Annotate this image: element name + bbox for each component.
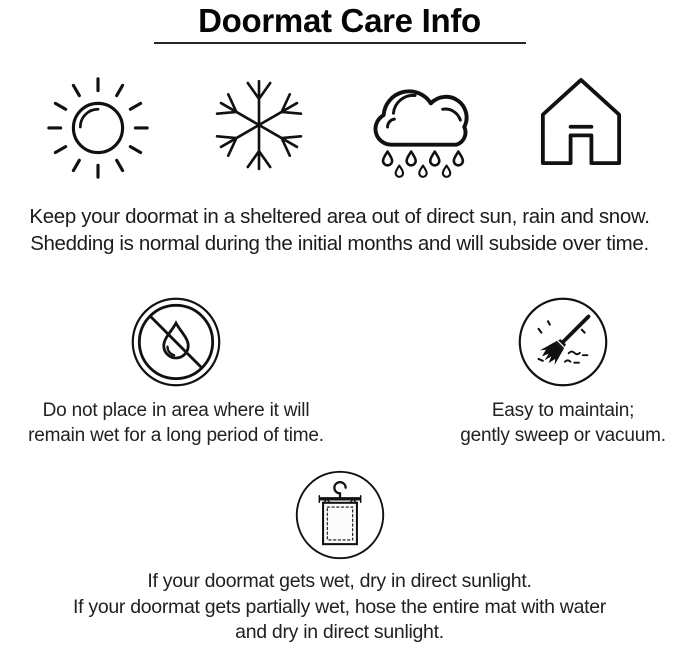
title-underline (154, 42, 526, 45)
weather-icon-row (0, 62, 679, 188)
intro-text (0, 203, 679, 257)
hanging-mat-icon (0, 468, 679, 562)
snowflake-icon (203, 69, 315, 181)
rain-cloud-icon (365, 66, 475, 184)
no-water-caption-line-1: Do not place in area where it will (42, 400, 310, 422)
no-water-caption-line-2: remain wet for a long period of time. (28, 425, 324, 447)
care-item-no-water (0, 295, 352, 448)
sun-icon (39, 66, 157, 184)
drying-caption (0, 569, 679, 646)
drying-caption-line-3: and dry in direct sunlight. (235, 621, 444, 644)
house-icon (529, 69, 633, 181)
care-row (0, 295, 679, 448)
drying-section (0, 468, 679, 646)
care-item-sweep (447, 295, 679, 448)
intro-line-1: Keep your doormat in a sheltered area out of direct sun, rain and snow. (29, 205, 650, 229)
sweep-caption-line-1: Easy to maintain; (491, 400, 635, 422)
drying-caption-line-1: If your doormat gets wet, dry in direct sunlight. (147, 570, 532, 593)
broom-icon (447, 295, 679, 389)
drying-caption-line-2: If your doormat gets partially wet, hose the entire mat with water (73, 595, 606, 618)
no-water-icon (0, 295, 352, 389)
page-title: Doormat Care Info (198, 2, 481, 39)
sweep-caption (447, 398, 679, 448)
intro-line-2: Shedding is normal during the initial months and will subside over time. (30, 232, 649, 256)
sweep-caption-line-2: gently sweep or vacuum. (460, 425, 666, 447)
no-water-caption (0, 398, 352, 448)
header (0, 0, 679, 44)
